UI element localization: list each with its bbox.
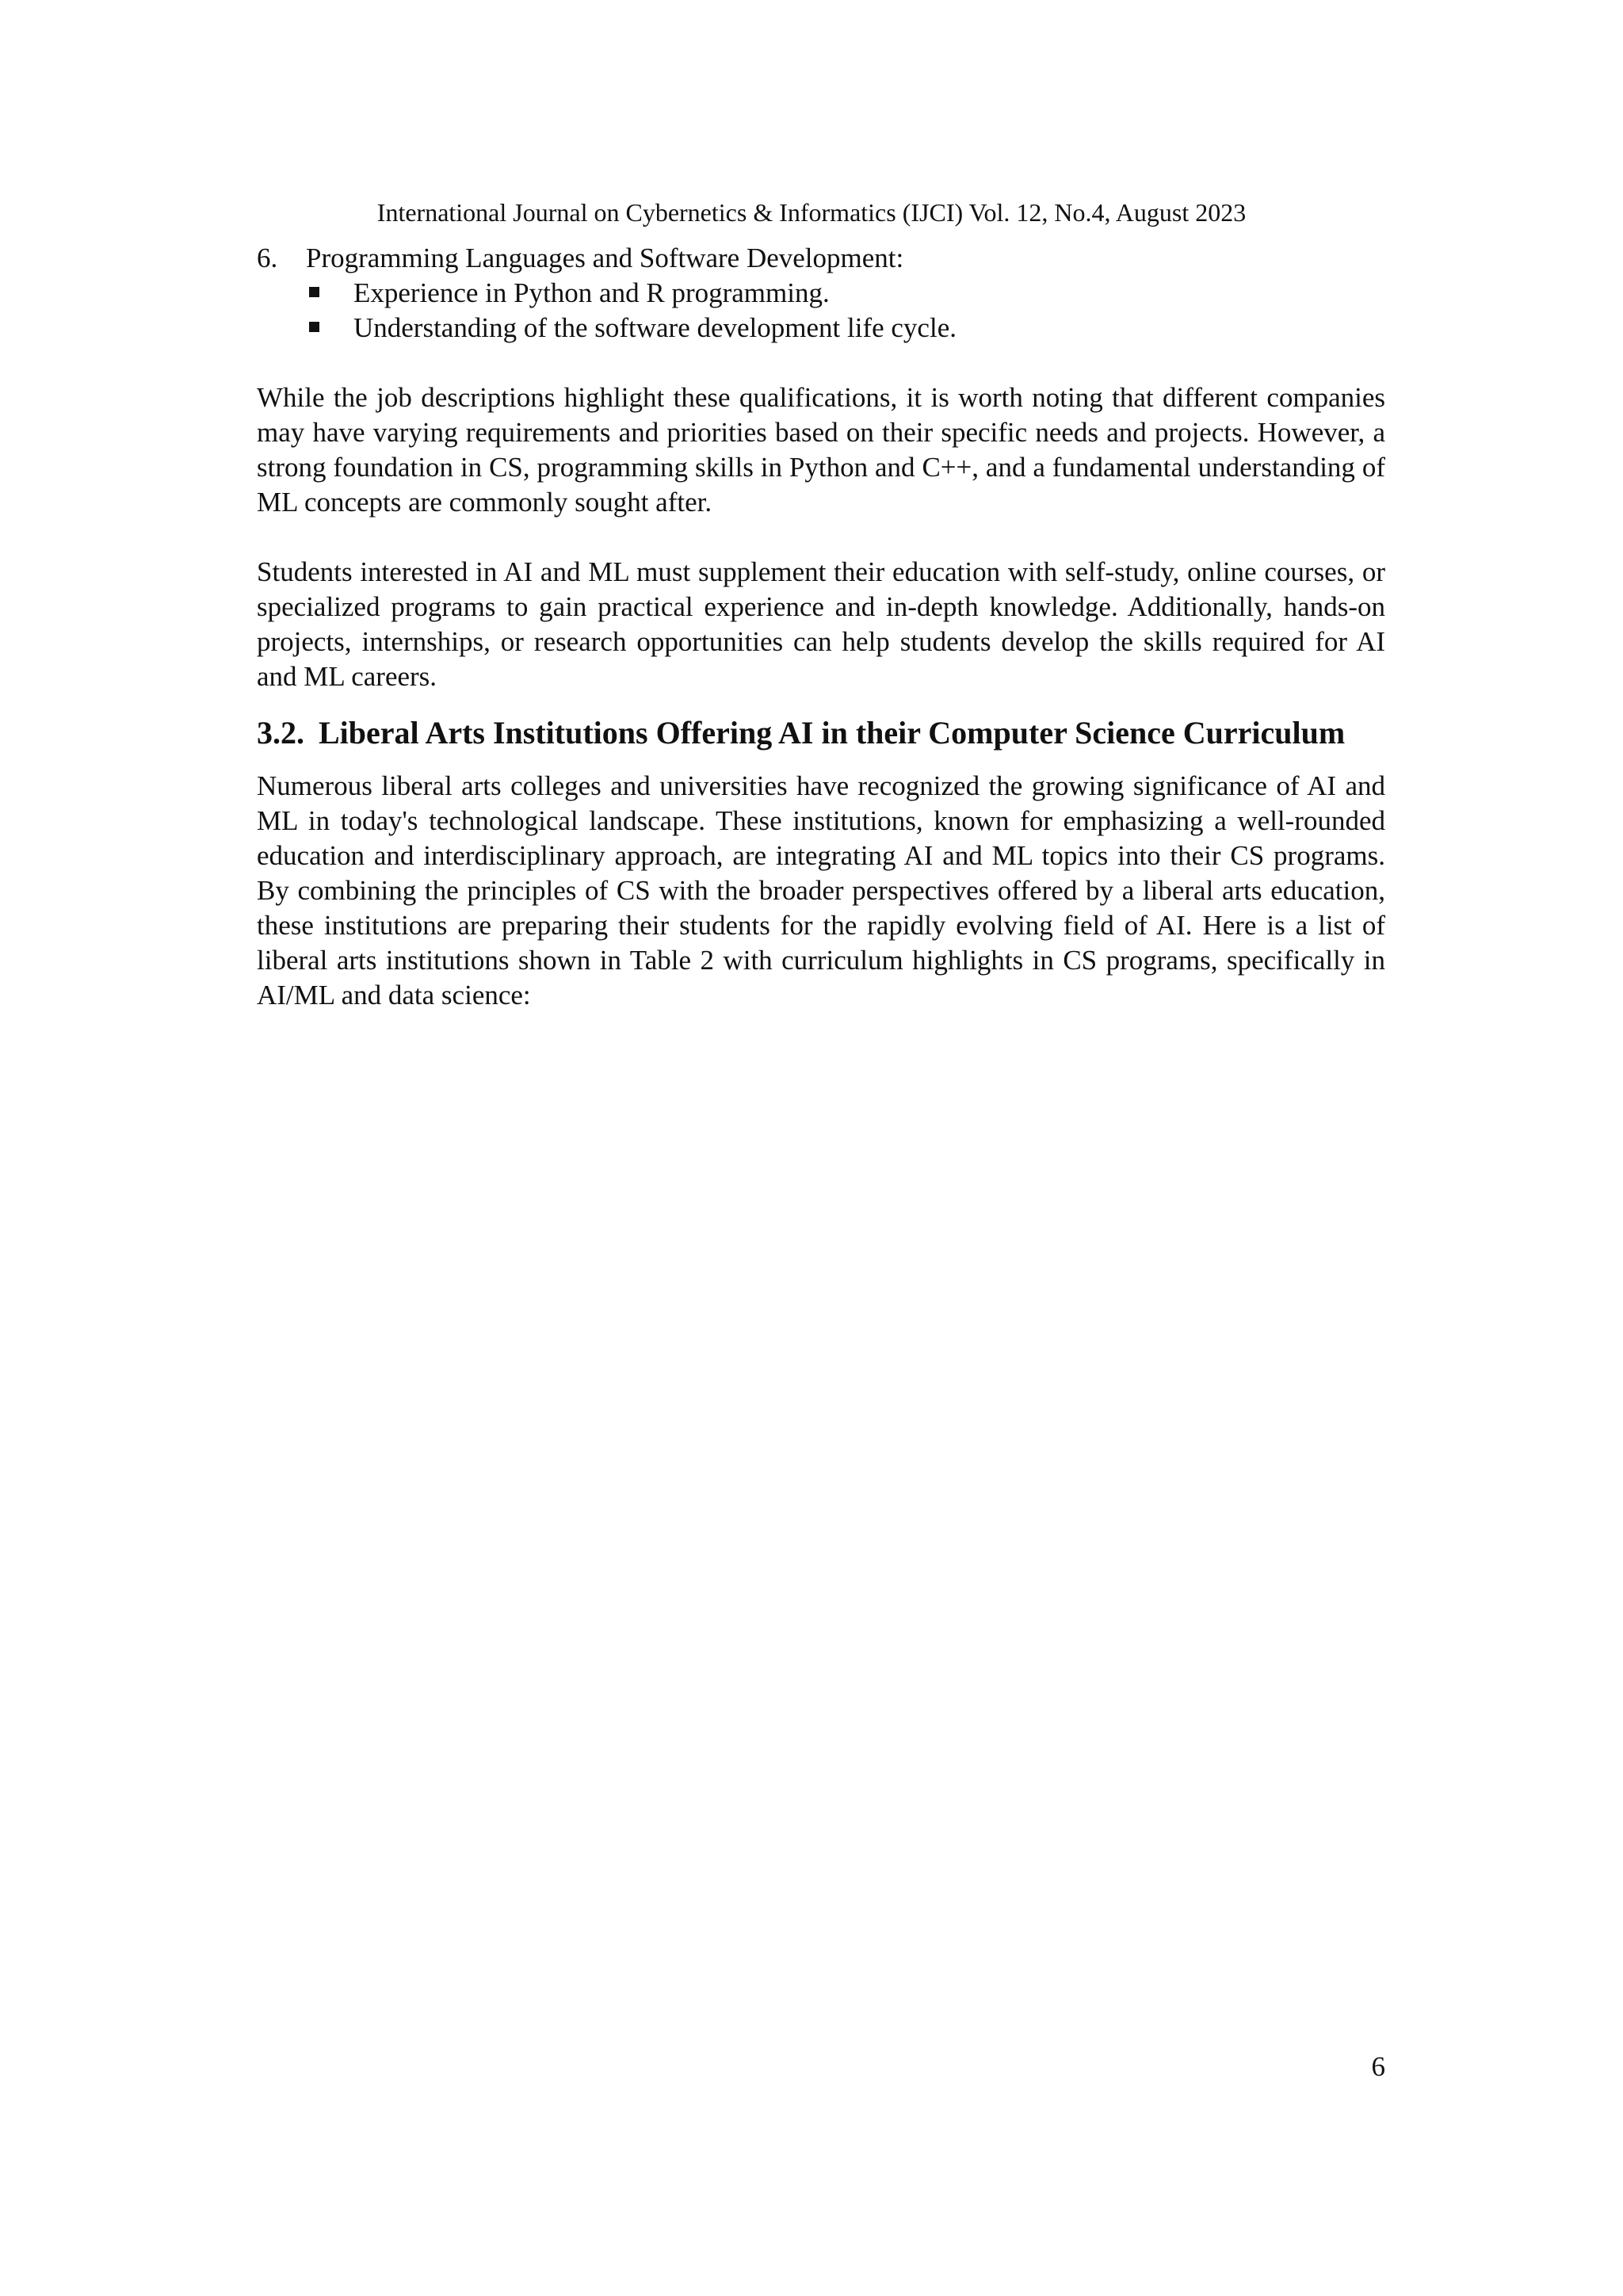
bullet-text: Experience in Python and R programming. [353, 277, 830, 308]
list-item-number: 6. [257, 243, 278, 273]
square-bullet-icon [309, 322, 319, 332]
square-bullet-icon [309, 287, 319, 297]
section-heading [257, 694, 1385, 769]
body-paragraph: Students interested in AI and ML must supplement their education with self-study, online courses, or specialized programs to gain practical experience and in-depth knowledge. Additionally, hands-on projects, internships, or research opportunities can help students develop the skills required for AI and ML careers. [257, 556, 1385, 692]
bullet-item [257, 311, 1385, 346]
body-paragraph: Numerous liberal arts colleges and universities have recognized the growing significance of AI and ML in today's technological landscape. These institutions, known for emphasizing a well-rounded education and interdisciplinary approach, are integrating AI and ML topics into their CS programs. By combining the principles of CS with the broader perspectives offered by a liberal arts education, these institutions are preparing their students for the rapidly evolving field of AI. Here is a list of liberal arts institutions shown in Table 2 with curriculum highlights in CS programs, specifically in AI/ML and data science: [257, 770, 1385, 1010]
spacer [257, 520, 1385, 555]
list-item-title: Programming Languages and Software Development: [306, 243, 904, 273]
page-number: 6 [1371, 2051, 1385, 2082]
section-number: 3.2. [257, 715, 304, 751]
body-paragraph: While the job descriptions highlight these qualifications, it is worth noting that different companies may have varying requirements and priorities based on their specific needs and projects. However, a strong foundation in CS, programming skills in Python and C++, and a fundamental understanding of ML concepts are commonly sought after. [257, 382, 1385, 518]
page-content [257, 241, 1385, 1013]
bullet-list [257, 276, 1385, 346]
spacer [257, 346, 1385, 380]
numbered-list-item [257, 241, 1385, 276]
bullet-text: Understanding of the software development life cycle. [353, 312, 957, 343]
bullet-item [257, 276, 1385, 311]
section-title: Liberal Arts Institutions Offering AI in their Computer Science Curriculum [319, 715, 1346, 751]
running-header: International Journal on Cybernetics & Informatics (IJCI) Vol. 12, No.4, August 2023 [376, 198, 1247, 227]
